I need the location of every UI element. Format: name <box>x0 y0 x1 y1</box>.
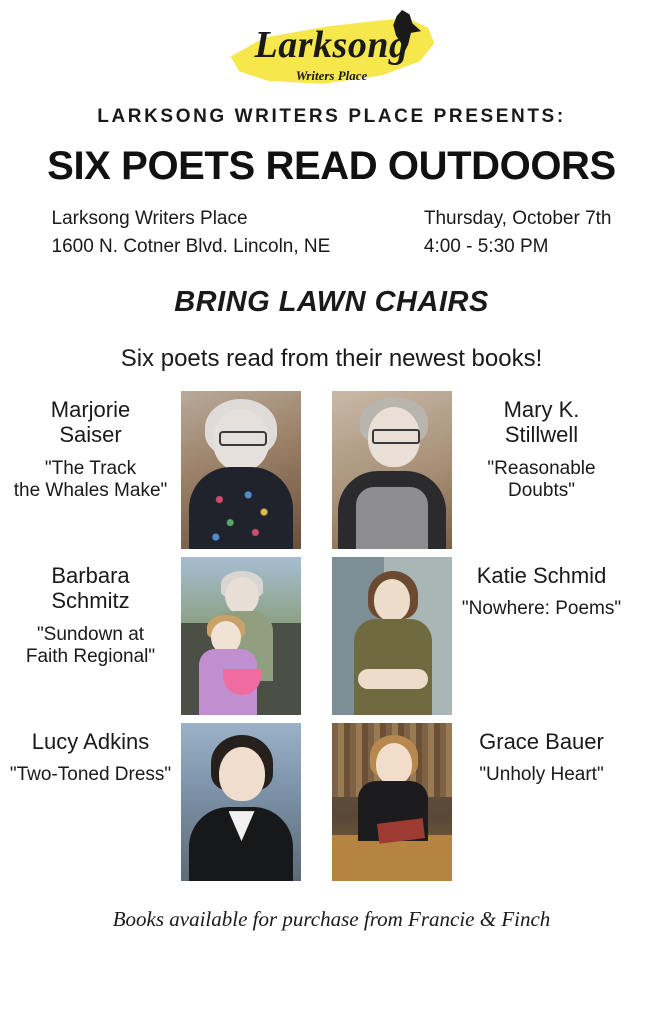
poet-info <box>452 557 632 621</box>
poet-cell-lucy-adkins <box>1 723 332 881</box>
footer-note: Books available for purchase from Francie & Finch <box>112 907 551 932</box>
poet-name-line1: Barbara <box>51 563 130 589</box>
poet-name <box>1 397 181 448</box>
poet-info <box>1 557 181 669</box>
poet-name-line1: Mary K. <box>503 397 580 423</box>
larksong-logo <box>217 10 447 98</box>
poet-book-line2: the Whales Make" <box>13 480 168 502</box>
logo-wordmark: Larksong <box>254 24 409 66</box>
poet-info <box>452 391 632 503</box>
portrait-barbara-schmitz <box>181 557 301 715</box>
poet-cell-barbara-schmitz <box>1 557 332 715</box>
event-date: Thursday, October 7th <box>423 208 612 229</box>
poets-row <box>0 391 663 549</box>
poets-row <box>0 557 663 715</box>
subline: Six poets read from their newest books! <box>120 345 543 373</box>
poet-info <box>1 391 181 503</box>
logo-tagline: Writers Place <box>295 68 368 83</box>
venue-address: 1600 N. Cotner Blvd. Lincoln, NE <box>51 235 331 257</box>
venue-block <box>52 205 331 260</box>
event-time: 4:00 - 5:30 PM <box>423 235 549 257</box>
datetime-block <box>424 205 612 260</box>
poet-book-title <box>1 624 181 670</box>
poet-name-line2: Stillwell <box>504 422 579 448</box>
poet-name <box>452 563 632 588</box>
poet-name <box>452 397 632 448</box>
portrait-katie-schmid <box>332 557 452 715</box>
poet-name-line2: Saiser <box>59 422 122 448</box>
poet-cell-marjorie-saiser <box>1 391 332 549</box>
poet-book-line1: "Nowhere: Poems" <box>461 598 622 620</box>
poet-cell-katie-schmid <box>332 557 663 715</box>
poet-book-line2: Doubts" <box>508 480 575 502</box>
poet-book-line1: "Reasonable <box>487 457 596 479</box>
bring-lawn-chairs-callout: BRING LAWN CHAIRS <box>174 286 489 319</box>
poet-book-line1: "The Track <box>44 457 137 479</box>
poets-grid <box>0 391 663 881</box>
poet-book-line1: "Unholy Heart" <box>479 764 604 786</box>
page-title: SIX POETS READ OUTDOORS <box>47 144 616 188</box>
poet-book-title <box>1 458 181 504</box>
portrait-marjorie-saiser <box>181 391 301 549</box>
presents-line: LARKSONG WRITERS PLACE PRESENTS: <box>97 106 566 127</box>
poet-info <box>1 723 181 787</box>
poet-book-line2: Faith Regional" <box>25 646 156 668</box>
poet-cell-grace-bauer <box>332 723 663 881</box>
portrait-mary-k-stillwell <box>332 391 452 549</box>
poet-book-line1: "Two-Toned Dress" <box>9 764 172 786</box>
poet-name <box>452 729 632 754</box>
poet-name-line2: Schmitz <box>51 588 130 614</box>
poet-name <box>1 729 181 754</box>
poet-name-line1: Grace Bauer <box>479 729 604 755</box>
poet-book-title <box>452 764 632 787</box>
poet-book-title <box>1 764 181 787</box>
poet-name-line1: Katie Schmid <box>476 563 607 589</box>
poet-book-title <box>452 598 632 621</box>
poet-name-line1: Lucy Adkins <box>31 729 150 755</box>
poet-name <box>1 563 181 614</box>
portrait-grace-bauer <box>332 723 452 881</box>
poet-book-title <box>452 458 632 504</box>
poet-name-line1: Marjorie <box>50 397 131 423</box>
poet-cell-mary-k-stillwell <box>332 391 663 549</box>
venue-name: Larksong Writers Place <box>51 208 248 229</box>
event-details <box>52 205 612 260</box>
poet-info <box>452 723 632 787</box>
poets-row <box>0 723 663 881</box>
poet-book-line1: "Sundown at <box>36 623 145 645</box>
portrait-lucy-adkins <box>181 723 301 881</box>
